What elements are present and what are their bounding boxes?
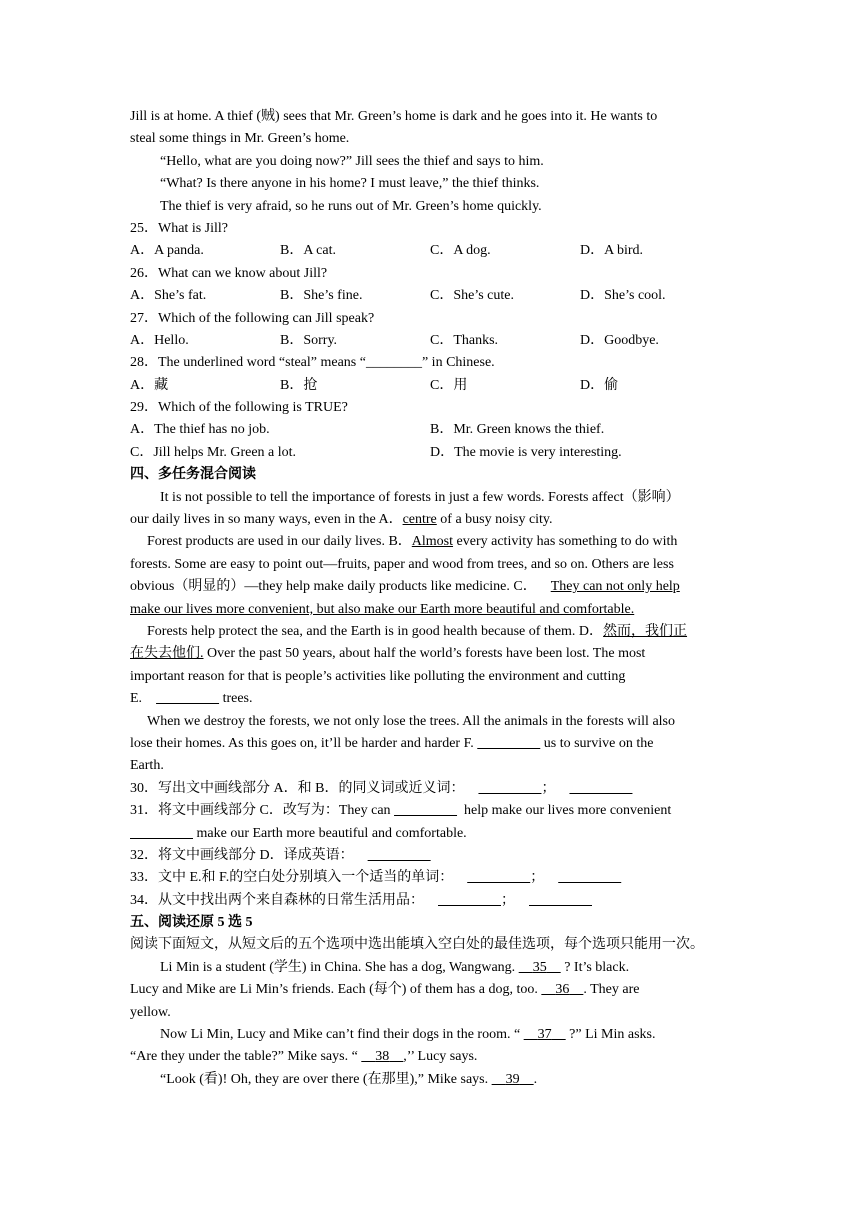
story-line: “Hello, what are you doing now?” Jill sees the thief and says to him.: [160, 153, 544, 169]
passage-line: lose their homes. As this goes on, it’ll be harder and harder F. us to survive on the: [130, 733, 730, 755]
option: A．Hello.: [130, 332, 189, 348]
passage-line: Li Min is a student (学生) in China. She has a dog, Wangwang. 35 ? It’s black.: [160, 959, 630, 975]
option: C．A dog.: [430, 243, 491, 259]
option: A．藏: [130, 377, 169, 393]
option: C．Jill helps Mr. Green a lot.: [130, 444, 297, 460]
passage-line: E. trees.: [130, 688, 730, 710]
task-33: 33．文中 E.和 F.的空白处分别填入一个适当的单词： ；: [130, 867, 730, 889]
option: D．She’s cool.: [580, 288, 666, 304]
passage-line: When we destroy the forests, we not only lose the trees. All the animals in the forests will also: [147, 713, 675, 729]
option: B．Sorry.: [280, 332, 338, 348]
section-5-heading: 五、阅读还原 5 选 5: [130, 915, 253, 931]
passage-line: important reason for that is people’s activities like polluting the environment and cutting: [130, 668, 626, 684]
passage-line: [130, 599, 730, 621]
options-28: [130, 375, 730, 397]
question-29: 29．Which of the following is TRUE?: [130, 400, 348, 416]
blank-35: 35: [532, 959, 547, 975]
story-line: “What? Is there anyone in his home? I must leave,” the thief thinks.: [160, 176, 540, 192]
option: B．She’s fine.: [280, 288, 363, 304]
story-line: steal some things in Mr. Green’s home.: [130, 131, 350, 147]
task-31-cont: make our Earth more beautiful and comfortable.: [130, 823, 730, 845]
blank-f: [477, 733, 540, 755]
question-26: 26．What can we know about Jill?: [130, 265, 328, 281]
answer-blank: [394, 800, 457, 822]
blank-38: 38: [375, 1049, 390, 1065]
story-line: The thief is very afraid, so he runs out of Mr. Green’s home quickly.: [160, 198, 542, 214]
question-25: 25．What is Jill?: [130, 220, 228, 236]
option: D．The movie is very interesting.: [430, 444, 622, 460]
passage-line: forests. Some are easy to point out—fruits, paper and wood from trees, and so on. Others are less: [130, 556, 674, 572]
option: B．A cat.: [280, 243, 336, 259]
passage-line: obvious（明显的）—they help make daily products like medicine. C． They can not only help: [130, 579, 680, 595]
underlined-c-cont: make our lives more convenient, but also make our Earth more beautiful and comfortable.: [130, 601, 635, 617]
options-26: [130, 285, 730, 307]
task-32: 32．将文中画线部分 D．译成英语：: [130, 845, 730, 867]
passage-line: It is not possible to tell the importance of forests in just a few words. Forests affect（影响）: [160, 489, 680, 505]
answer-blank: [558, 867, 621, 889]
option: C．用: [430, 377, 468, 393]
options-25: [130, 240, 730, 262]
option: D．Goodbye.: [580, 332, 659, 348]
passage-line: Forests help protect the sea, and the Earth is in good health because of them. D．然而，我们正: [147, 623, 688, 639]
section-4-heading: 四、多任务混合阅读: [130, 467, 256, 483]
options-29a: [130, 419, 730, 441]
passage-line: “Look (看)! Oh, they are over there (在那里),” Mike says. 39 .: [160, 1071, 538, 1087]
answer-blank: [438, 890, 501, 912]
passage-line: Forest products are used in our daily lives. B．Almost every activity has something to do with: [147, 534, 678, 550]
document-page: [130, 106, 730, 1091]
option: A．The thief has no job.: [130, 422, 270, 438]
blank-36: 36: [555, 982, 570, 998]
blank-39: 39: [505, 1071, 520, 1087]
question-28: 28．The underlined word “steal” means “________” in Chinese.: [130, 355, 495, 371]
answer-blank: [529, 890, 592, 912]
passage-line: 在失去他们. Over the past 50 years, about half the world’s forests have been lost. The most: [130, 646, 646, 662]
task-30: 30．写出文中画线部分 A．和 B．的同义词或近义词： ；: [130, 778, 730, 800]
passage-line: Now Li Min, Lucy and Mike can’t find their dogs in the room. “ 37 ?” Li Min asks.: [160, 1027, 656, 1043]
answer-blank: [569, 778, 632, 800]
option: B．抢: [280, 377, 318, 393]
section-5-instructions: 阅读下面短文，从短文后的五个选项中选出能填入空白处的最佳选项，每个选项只能用一次。: [130, 937, 704, 953]
option: C．She’s cute.: [430, 288, 514, 304]
underlined-d-cont: 在失去他们.: [130, 646, 204, 662]
options-29b: [130, 442, 730, 464]
option: A．A panda.: [130, 243, 204, 259]
option: B．Mr. Green knows the thief.: [430, 422, 605, 438]
blank-37: 37: [537, 1027, 552, 1043]
option: A．She’s fat.: [130, 288, 207, 304]
option: C．Thanks.: [430, 332, 499, 348]
question-27: 27．Which of the following can Jill speak?: [130, 310, 375, 326]
underlined-d: 然而，我们正: [603, 623, 688, 639]
task-34: 34．从文中找出两个来自森林的日常生活用品： ；: [130, 890, 730, 912]
task-31: 31．将文中画线部分 C．改写为：They can help make our lives more convenient: [130, 800, 730, 822]
answer-blank: [130, 823, 193, 845]
underlined-a: centre: [402, 512, 437, 528]
answer-blank: [467, 867, 530, 889]
passage-line: “Are they under the table?” Mike says. “ 38 ,’’ Lucy says.: [130, 1049, 478, 1065]
passage-line: yellow.: [130, 1004, 171, 1020]
answer-blank: [368, 845, 431, 867]
answer-blank: [478, 778, 541, 800]
passage-line: Earth.: [130, 758, 164, 774]
blank-e: [156, 688, 219, 710]
passage-line: our daily lives in so many ways, even in the A．centre of a busy noisy city.: [130, 512, 553, 528]
underlined-b: Almost: [411, 534, 454, 550]
option: D．偷: [580, 377, 619, 393]
story-line: Jill is at home. A thief (贼) sees that Mr. Green’s home is dark and he goes into it. He wants to: [130, 109, 658, 124]
underlined-c: They can not only help: [550, 579, 680, 595]
passage-line: Lucy and Mike are Li Min’s friends. Each (每个) of them has a dog, too. 36 . They are: [130, 982, 640, 998]
option: D．A bird.: [580, 243, 643, 259]
options-27: [130, 330, 730, 352]
